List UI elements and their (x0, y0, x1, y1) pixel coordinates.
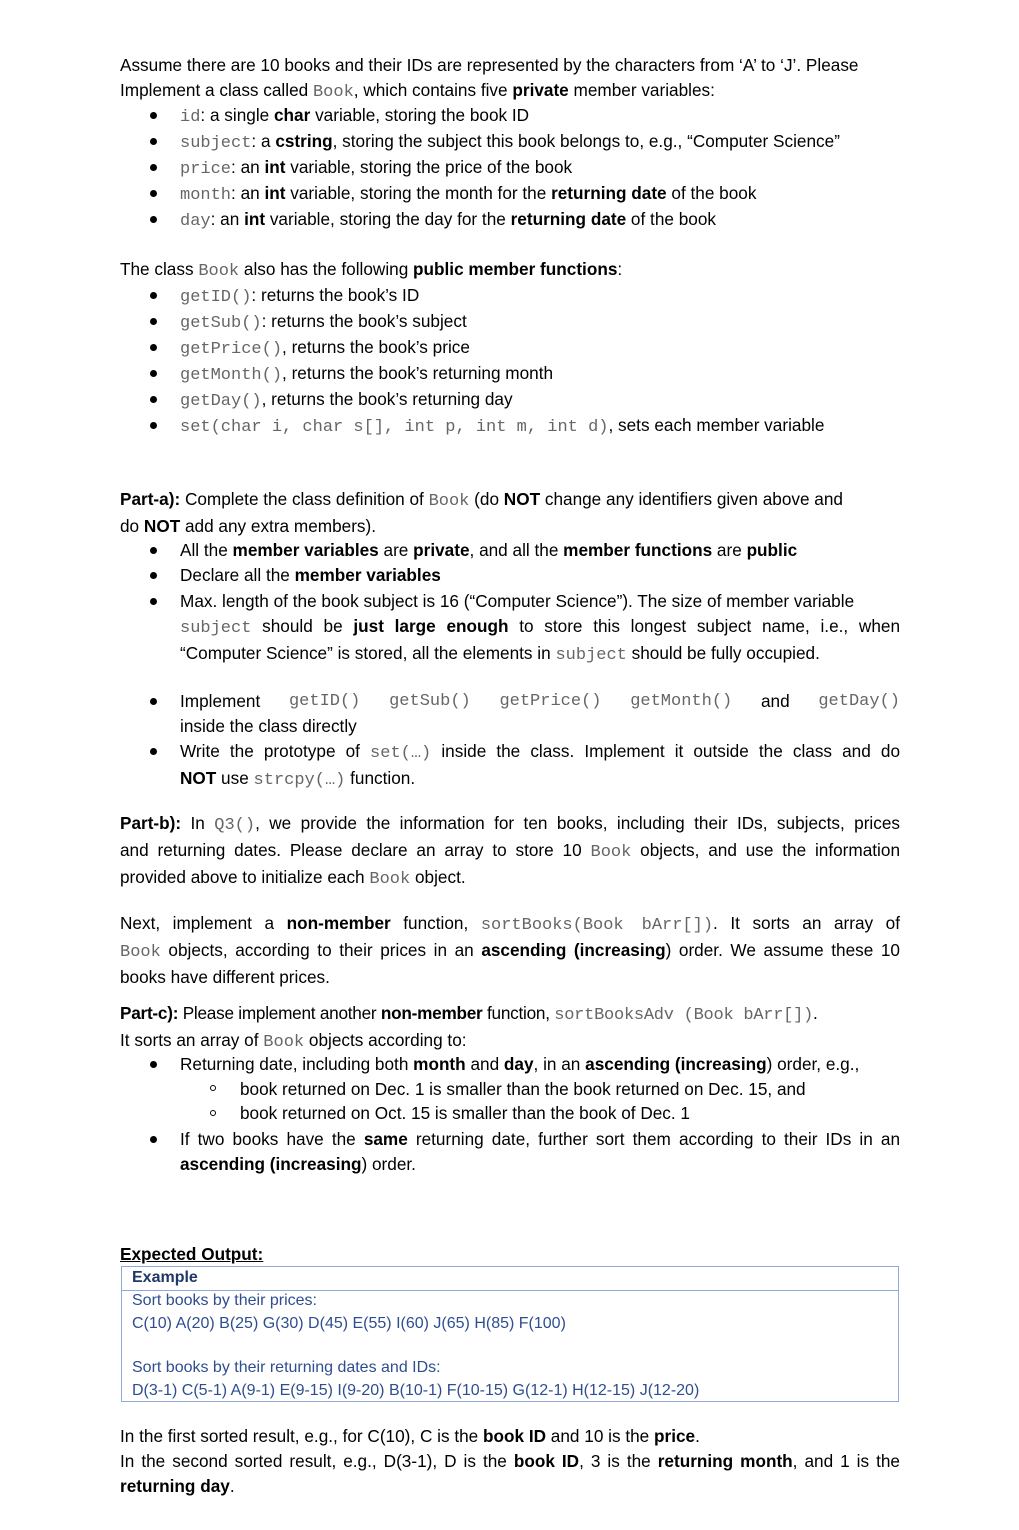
list-item: getPrice(), returns the book’s price (180, 337, 470, 359)
bullet-icon (150, 1061, 157, 1068)
bullet-icon (150, 112, 157, 119)
list-item: Max. length of the book subject is 16 (“Computer Science”). The size of member variable subject should be just large enough to store this longest subject name, i.e., when “Computer Science” is stored, all the elements in subject should be fully occupied. (180, 591, 901, 665)
list-item: Declare all the member variables (180, 565, 441, 585)
hollow-bullet-icon (210, 1110, 216, 1116)
hollow-bullet-icon (210, 1085, 216, 1091)
bullet-icon (150, 572, 157, 579)
bullet-icon (150, 292, 157, 299)
list-item: Implement getID() getSub() getPrice() getMonth() and getDay() inside the class directly (180, 691, 900, 736)
list-item: getMonth(), returns the book’s returning month (180, 363, 554, 385)
list-item: month: an int variable, storing the month for the returning date of the book (180, 183, 757, 205)
bullet-icon (150, 698, 157, 705)
list-item: If two books have the same returning date, further sort them according to their IDs in an ascending (increasing) order. (180, 1129, 901, 1174)
bullet-icon (150, 344, 157, 351)
bullet-icon (150, 138, 157, 145)
list-item: day: an int variable, storing the day for the returning date of the book (180, 209, 716, 231)
list-item: set(char i, char s[], int p, int m, int d), sets each member variable (180, 415, 825, 437)
list-item: subject: a cstring, storing the subject this book belongs to, e.g., “Computer Science” (180, 131, 840, 153)
output-line: Sort books by their prices: (132, 1292, 317, 1309)
bullet-icon (150, 216, 157, 223)
example-output-box (121, 1266, 899, 1402)
list-item: Write the prototype of set(…) inside the class. Implement it outside the class and do NOT use strcpy(…) function. (180, 741, 901, 790)
list-item: getID(): returns the book’s ID (180, 285, 420, 307)
list-item: getDay(), returns the book’s returning day (180, 389, 513, 411)
list-item: id: a single char variable, storing the book ID (180, 105, 530, 127)
sub-list-item: book returned on Dec. 1 is smaller than the book returned on Dec. 15, and (240, 1079, 806, 1099)
bullet-icon (150, 748, 157, 755)
example-header (122, 1267, 898, 1291)
list-item: All the member variables are private, and all the member functions are public (180, 540, 798, 560)
list-item: Returning date, including both month and day, in an ascending (increasing) order, e.g., (180, 1054, 860, 1074)
bullet-icon (150, 164, 157, 171)
example-label: Example (132, 1269, 198, 1286)
sub-list-item: book returned on Oct. 15 is smaller than the book of Dec. 1 (240, 1103, 690, 1123)
bullet-icon (150, 396, 157, 403)
part-a-paragraph: Part-a): Complete the class definition of Book (do NOT change any identifiers given above and do NOT add any extra members). (120, 489, 843, 536)
bullet-icon (150, 598, 157, 605)
output-line: D(3-1) C(5-1) A(9-1) E(9-15) I(9-20) B(10-1) F(10-15) G(12-1) H(12-15) J(12-20) (132, 1382, 700, 1399)
intro-paragraph: Assume there are 10 books and their IDs are represented by the characters from ‘A’ to ‘J’. Please Implement a class called Book, which contains five private member variables: (120, 55, 859, 102)
list-item: price: an int variable, storing the price of the book (180, 157, 573, 179)
part-b-paragraph: Part-b): In Q3(), we provide the information for ten books, including their IDs, subjects, prices and returning dates. Please declare an array to store 10 Book objects, and use the information provided above to initialize each Book object. (120, 813, 900, 889)
bullet-icon (150, 547, 157, 554)
part-b-sort-paragraph: Next, implement a non-member function, sortBooks(Book bArr[]). It sorts an array of Book objects, according to their prices in an ascending (increasing) order. We assume these 10 books have different prices. (120, 913, 900, 987)
bullet-icon (150, 422, 157, 429)
explanation-paragraph: In the first sorted result, e.g., for C(10), C is the book ID and 10 is the price. In the second sorted result, e.g., D(3-1), D is the book ID, 3 is the returning month, and 1 is the returning day. (120, 1426, 900, 1496)
part-c-paragraph: Part-c): Please implement another non-member function, sortBooksAdv (Book bArr[]). It sorts an array of Book objects according to: (120, 1003, 818, 1052)
functions-intro: The class Book also has the following public member functions: (120, 259, 623, 281)
list-item: getSub(): returns the book’s subject (180, 311, 467, 333)
bullet-icon (150, 1136, 157, 1143)
bullet-icon (150, 190, 157, 197)
output-line: C(10) A(20) B(25) G(30) D(45) E(55) I(60) J(65) H(85) F(100) (132, 1315, 566, 1332)
bullet-icon (150, 370, 157, 377)
output-line: Sort books by their returning dates and IDs: (132, 1359, 441, 1376)
bullet-icon (150, 318, 157, 325)
expected-output-title: Expected Output: (120, 1244, 264, 1264)
